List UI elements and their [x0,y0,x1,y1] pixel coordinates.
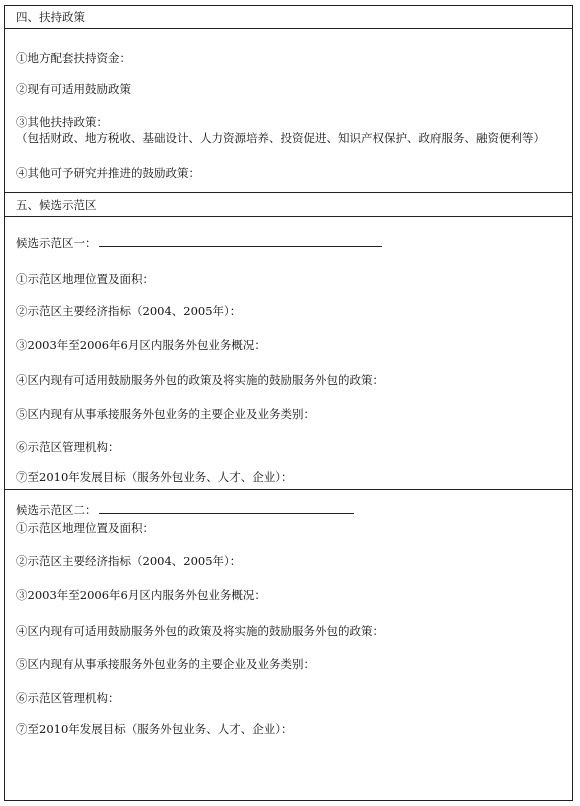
zone1-name-blank [99,236,382,247]
zone2-item-6: ⑥示范区管理机构： [16,691,120,705]
divider [5,216,572,217]
zone1-label: 候选示范区一： [16,236,97,250]
zone1-item-2: ②示范区主要经济指标（2004、2005年）： [16,304,242,318]
zone1-item-6: ⑥示范区管理机构： [16,440,120,454]
zone1-item-1: ①示范区地理位置及面积： [16,272,154,286]
zone2-item-4: ④区内现有可适用鼓励服务外包的政策及将实施的鼓励服务外包的政策： [16,624,384,638]
zone2-item-5: ⑤区内现有从事承接服务外包业务的主要企业及业务类别： [16,657,315,671]
zone2-label-line [16,503,354,517]
divider [5,28,572,29]
section4-heading: 四、扶持政策 [16,10,85,24]
zone2-label: 候选示范区二： [16,503,97,517]
zone2-name-blank [99,503,354,514]
section5-heading: 五、候选示范区 [16,198,97,212]
divider [5,489,572,490]
zone1-item-4: ④区内现有可适用鼓励服务外包的政策及将实施的鼓励服务外包的政策： [16,373,384,387]
zone1-item-3: ③2003年至2006年6月区内服务外包业务概况： [16,338,266,352]
zone2-item-3: ③2003年至2006年6月区内服务外包业务概况： [16,588,266,602]
section4-item-3-detail: （包括财政、地方税收、基础设计、人力资源培养、投资促进、知识产权保护、政府服务、融资便利等） [16,131,545,145]
zone1-item-5: ⑤区内现有从事承接服务外包业务的主要企业及业务类别： [16,407,315,421]
divider [5,192,572,193]
section4-item-2: ②现有可适用鼓励政策 [16,82,131,96]
zone2-item-1: ①示范区地理位置及面积： [16,521,154,535]
section4-item-3: ③其他扶持政策： [16,115,108,129]
zone1-label-line [16,236,382,250]
section4-item-1: ①地方配套扶持资金： [16,51,131,65]
section4-item-4: ④其他可予研究并推进的鼓励政策： [16,166,200,180]
zone1-item-7: ⑦至2010年发展目标（服务外包业务、人才、企业）： [16,470,293,484]
form-table [4,5,573,801]
zone2-item-7: ⑦至2010年发展目标（服务外包业务、人才、企业）： [16,722,293,736]
zone2-item-2: ②示范区主要经济指标（2004、2005年）： [16,554,242,568]
